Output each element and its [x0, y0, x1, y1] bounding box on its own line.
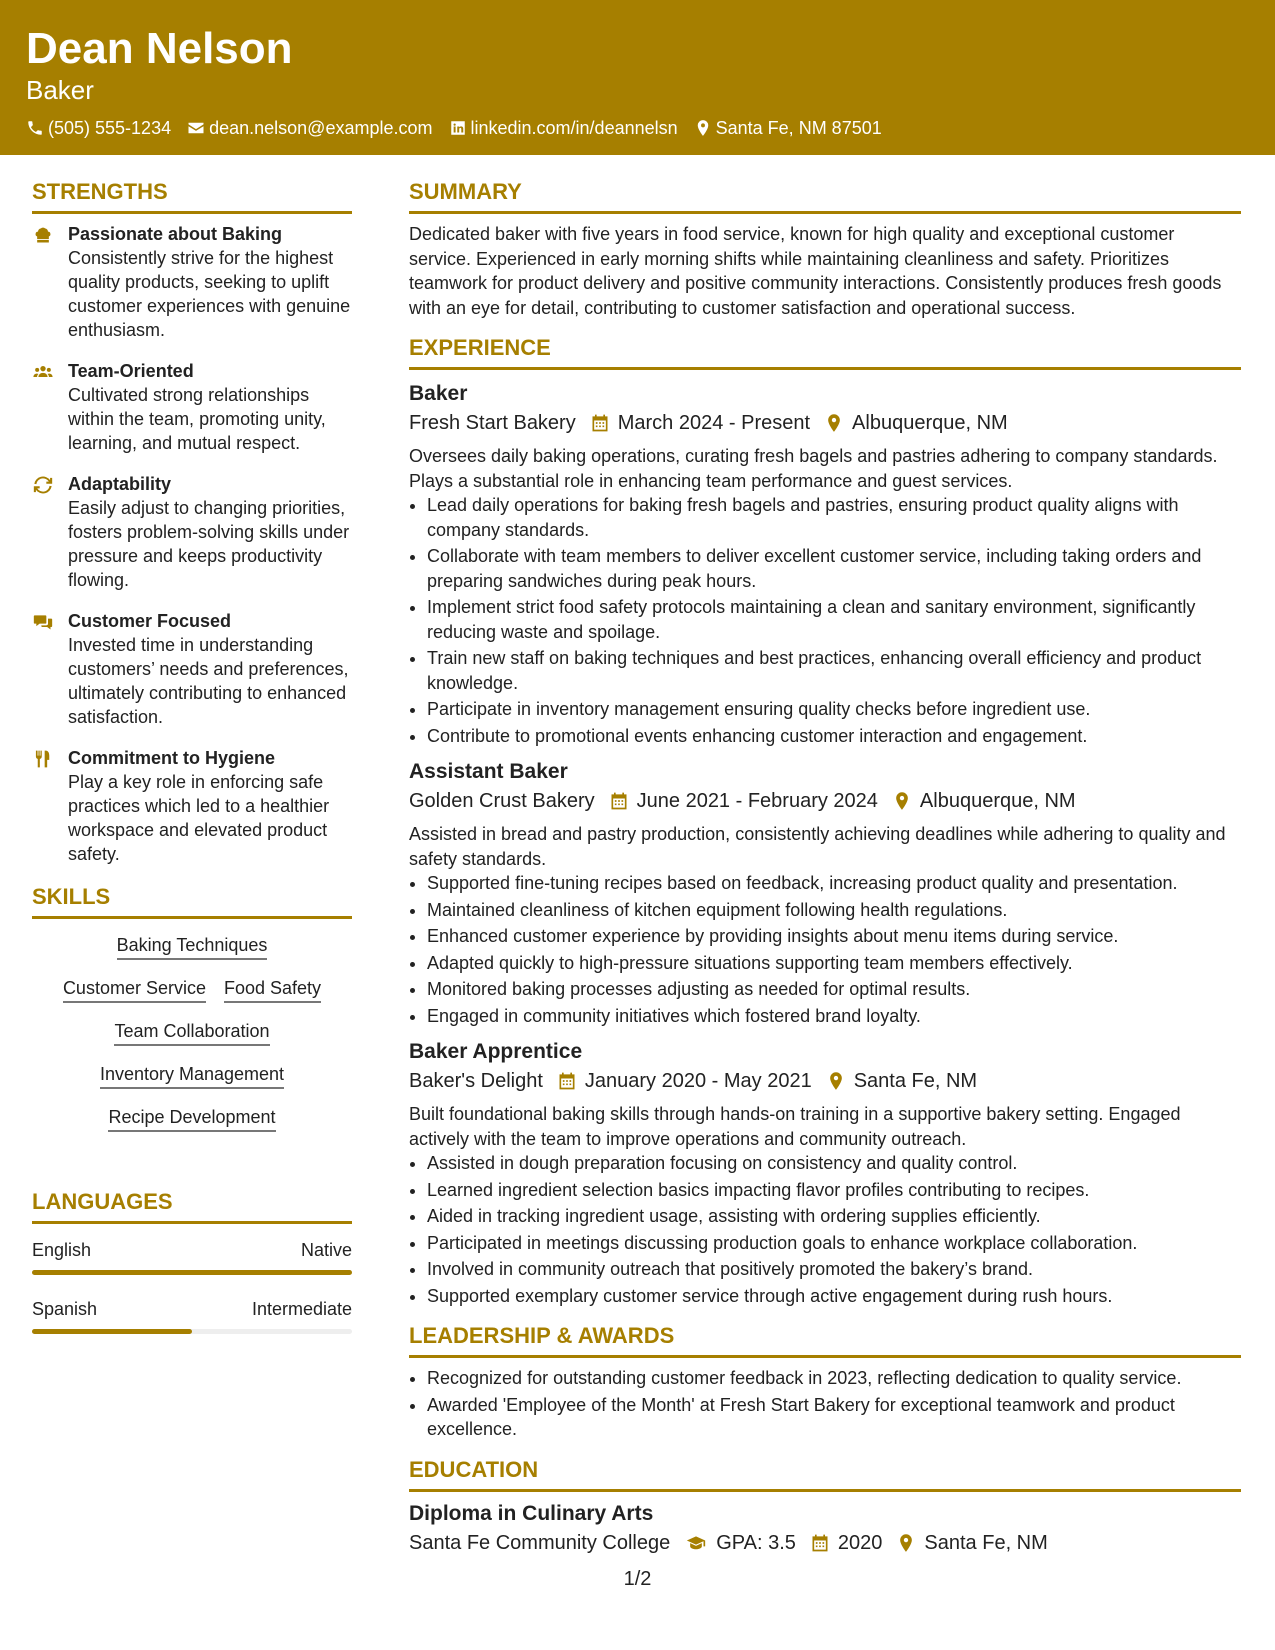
job-bullet: • Lead daily operations for baking fresh bagels and pastries, ensuring product quality aligns with company standards. — [427, 493, 1241, 542]
strength-body — [68, 222, 352, 342]
email-link[interactable]: dean.nelson@example.com — [209, 118, 433, 138]
language-level: Intermediate — [251, 1299, 352, 1319]
summary-heading: SUMMARY — [409, 178, 1241, 214]
resume-header — [0, 0, 1275, 155]
strength-title: Team-Oriented — [68, 361, 194, 381]
map-marker-icon — [892, 791, 912, 811]
graduation-cap-icon — [684, 1533, 708, 1553]
strengths-list — [32, 222, 352, 866]
job-title: Baker Apprentice — [409, 1040, 583, 1063]
job-summary: Built foundational baking skills through hands-on training in a supportive bakery setting. Engaged actively with the team to improve operations and community outreach. — [409, 1104, 1181, 1149]
strength-item — [32, 359, 352, 455]
strength-body — [68, 472, 352, 592]
job-bullet: • Implement strict food safety protocols maintaining a clean and sanitary environment, significantly reducing waste and spoilage. — [427, 595, 1241, 644]
education-school: Santa Fe Community College — [409, 1531, 671, 1554]
job-bullet: • Enhanced customer experience by providing insights about menu items during service. — [427, 924, 1241, 949]
phone-icon — [26, 119, 44, 137]
award-item: • Awarded 'Employee of the Month' at Fresh Start Bakery for exceptional teamwork and product excellence. — [427, 1393, 1241, 1442]
job-location: Albuquerque, NM — [919, 790, 1076, 812]
experience-heading: EXPERIENCE — [409, 334, 1241, 370]
skill-tag: Baking Techniques — [117, 933, 268, 960]
job-dates-group — [557, 1066, 812, 1096]
strength-body — [68, 609, 352, 729]
job-bullets — [409, 1151, 1241, 1308]
skill-wrap — [63, 976, 206, 1003]
strengths-heading: STRENGTHS — [32, 178, 352, 214]
awards-heading: LEADERSHIP & AWARDS — [409, 1322, 1241, 1358]
job-title: Assistant Baker — [409, 760, 568, 783]
job-company: Golden Crust Bakery — [409, 790, 595, 812]
language-name: English — [32, 1240, 92, 1260]
strength-item — [32, 609, 352, 729]
utensils-icon — [32, 749, 54, 769]
strength-item — [32, 472, 352, 592]
job-bullet: • Maintained cleanliness of kitchen equipment following health regulations. — [427, 898, 1241, 923]
strength-icon-wrap — [32, 222, 56, 342]
job-company: Fresh Start Bakery — [409, 412, 576, 434]
location-text: Santa Fe, NM 87501 — [715, 118, 882, 138]
strength-title: Passionate about Baking — [68, 224, 283, 244]
job-bullet: • Participated in meetings discussing production goals to enhance workplace collaboration. — [427, 1231, 1241, 1256]
phone-text: (505) 555-1234 — [48, 118, 172, 138]
job-bullet: • Contribute to promotional events enhancing customer interaction and engagement. — [427, 724, 1241, 749]
language-proficiency-fill — [32, 1270, 352, 1275]
strength-item — [32, 222, 352, 342]
skill-wrap — [32, 1019, 352, 1046]
education-gpa: GPA: 3.5 — [716, 1531, 796, 1554]
skill-tag: Inventory Management — [100, 1062, 284, 1089]
job-entry — [409, 380, 1241, 748]
job-meta — [409, 786, 1241, 816]
job-entry — [409, 1038, 1241, 1308]
strength-icon-wrap — [32, 609, 56, 729]
education-heading: EDUCATION — [409, 1456, 1241, 1492]
job-dates-group — [590, 408, 810, 438]
skill-wrap — [32, 1105, 352, 1132]
strength-item — [32, 746, 352, 866]
education-year: 2020 — [837, 1531, 883, 1554]
job-meta — [409, 1066, 1241, 1096]
job-dates: June 2021 - February 2024 — [636, 790, 878, 812]
contact-bar — [26, 116, 882, 140]
contact-location — [694, 116, 882, 140]
skill-wrap — [32, 1062, 352, 1089]
job-bullet: • Adapted quickly to high-pressure situations supporting team members effectively. — [427, 951, 1241, 976]
job-bullet: • Participate in inventory management ensuring quality checks before ingredient use. — [427, 697, 1241, 722]
job-summary: Oversees daily baking operations, curating fresh bagels and pastries adhering to company standards. Plays a substantial role in enhancing team performance and guest services. — [409, 446, 1218, 491]
award-item: • Recognized for outstanding customer feedback in 2023, reflecting dedication to quality service. — [427, 1366, 1241, 1391]
strength-description: Cultivated strong relationships within the team, promoting unity, learning, and mutual respect. — [68, 385, 326, 453]
job-summary: Assisted in bread and pastry production, consistently achieving deadlines while adhering to quality and safety standards. — [409, 824, 1226, 869]
map-marker-icon — [824, 413, 844, 433]
contact-linkedin[interactable] — [449, 116, 678, 140]
education-degree: Diploma in Culinary Arts — [409, 1501, 654, 1525]
language-proficiency-fill — [32, 1329, 192, 1334]
calendar-icon — [810, 1533, 830, 1553]
sync-icon — [32, 475, 54, 495]
strength-title: Adaptability — [68, 474, 172, 494]
strength-description: Invested time in understanding customers’ needs and preferences, ultimately contributing to enhanced satisfaction. — [68, 635, 349, 727]
job-location: Santa Fe, NM — [853, 1070, 978, 1092]
skill-tag: Team Collaboration — [114, 1019, 269, 1046]
page-number: 1/2 — [623, 1568, 652, 1590]
job-dates-group — [609, 786, 878, 816]
job-bullets — [409, 871, 1241, 1028]
language-name: Spanish — [32, 1299, 98, 1319]
language-level: Native — [300, 1240, 352, 1260]
candidate-title: Baker — [26, 75, 94, 105]
summary-text: Dedicated baker with five years in food service, known for high quality and exceptional customer service. Experienced in early morning shifts while maintaining cleanliness and safety. Prioritizes teamwork for product delivery and positive community interactions. Consistently produces fresh goods with an eye for detail, contributing to customer satisfaction and operational success. — [409, 224, 1222, 318]
job-bullet: • Supported exemplary customer service through active engagement during rush hours. — [427, 1284, 1241, 1309]
language-proficiency-bar — [32, 1270, 352, 1275]
strength-description: Consistently strive for the highest quality products, seeking to uplift customer experiences with genuine enthusiasm. — [68, 248, 351, 340]
strength-body — [68, 746, 352, 866]
envelope-icon — [187, 119, 205, 137]
comments-icon — [32, 612, 54, 632]
experience-list — [409, 380, 1241, 1308]
job-location-group — [826, 1066, 977, 1096]
strength-description: Easily adjust to changing priorities, fosters problem-solving skills under pressure and keeps productivity flowing. — [68, 498, 350, 590]
job-location: Albuquerque, NM — [852, 412, 1008, 434]
education-meta — [409, 1528, 1241, 1558]
job-bullet: • Supported fine-tuning recipes based on feedback, increasing product quality and presentation. — [427, 871, 1241, 896]
languages-heading: LANGUAGES — [32, 1188, 352, 1224]
candidate-name: Dean Nelson — [26, 24, 293, 73]
users-icon — [32, 362, 54, 382]
job-bullet: • Collaborate with team members to deliver excellent customer service, including taking orders and preparing sandwiches during peak hours. — [427, 544, 1241, 593]
job-bullet: • Assisted in dough preparation focusing on consistency and quality control. — [427, 1151, 1241, 1176]
skill-tag: Customer Service — [63, 976, 206, 1003]
contact-email[interactable] — [187, 116, 432, 140]
map-marker-icon — [694, 119, 712, 137]
skill-tag: Recipe Development — [108, 1105, 275, 1132]
calendar-icon — [557, 1071, 577, 1091]
strength-icon-wrap — [32, 746, 56, 866]
job-title: Baker — [409, 382, 468, 405]
skill-wrap — [224, 976, 321, 1003]
strength-icon-wrap — [32, 359, 56, 455]
language-proficiency-bar — [32, 1329, 352, 1334]
languages-list — [32, 1238, 352, 1334]
education-gpa-group — [684, 1528, 796, 1558]
education-location: Santa Fe, NM — [924, 1531, 1048, 1554]
awards-list — [409, 1366, 1241, 1442]
right-column — [409, 178, 1241, 1564]
skill-tag: Food Safety — [224, 976, 321, 1003]
job-bullet: • Engaged in community initiatives which fostered brand loyalty. — [427, 1004, 1241, 1029]
job-entry — [409, 758, 1241, 1028]
job-bullet: • Monitored baking processes adjusting as needed for optimal results. — [427, 977, 1241, 1002]
skill-wrap — [32, 933, 352, 960]
job-bullet: • Learned ingredient selection basics impacting flavor profiles contributing to recipes. — [427, 1178, 1241, 1203]
strength-body — [68, 359, 352, 455]
job-bullet: • Train new staff on baking techniques and best practices, enhancing overall efficiency and product knowledge. — [427, 646, 1241, 695]
left-column — [32, 178, 352, 1356]
job-dates: March 2024 - Present — [617, 412, 811, 434]
job-bullet: • Aided in tracking ingredient usage, assisting with ordering supplies efficiently. — [427, 1204, 1241, 1229]
education-location-group — [896, 1528, 1047, 1558]
linkedin-link[interactable]: linkedin.com/in/deannelsn — [470, 118, 678, 138]
linkedin-icon — [449, 119, 467, 137]
contact-phone — [26, 116, 171, 140]
job-company: Baker's Delight — [409, 1070, 543, 1092]
job-bullet: • Involved in community outreach that positively promoted the bakery’s brand. — [427, 1257, 1241, 1282]
education-year-group — [810, 1528, 883, 1558]
job-location-group — [824, 408, 1008, 438]
strength-title: Commitment to Hygiene — [68, 748, 276, 768]
map-marker-icon — [826, 1071, 846, 1091]
strength-title: Customer Focused — [68, 611, 232, 631]
job-dates: January 2020 - May 2021 — [584, 1070, 812, 1092]
skills-heading: SKILLS — [32, 883, 352, 919]
job-meta — [409, 408, 1241, 438]
calendar-icon — [609, 791, 629, 811]
strength-icon-wrap — [32, 472, 56, 592]
job-bullets — [409, 493, 1241, 748]
chef-hat-icon — [32, 225, 54, 245]
calendar-icon — [590, 413, 610, 433]
job-location-group — [892, 786, 1076, 816]
language-row — [32, 1297, 352, 1321]
map-marker-icon — [896, 1533, 916, 1553]
language-row — [32, 1238, 352, 1262]
skills-list — [32, 927, 352, 1132]
strength-description: Play a key role in enforcing safe practices which led to a healthier workspace and elevated product safety. — [68, 772, 330, 864]
